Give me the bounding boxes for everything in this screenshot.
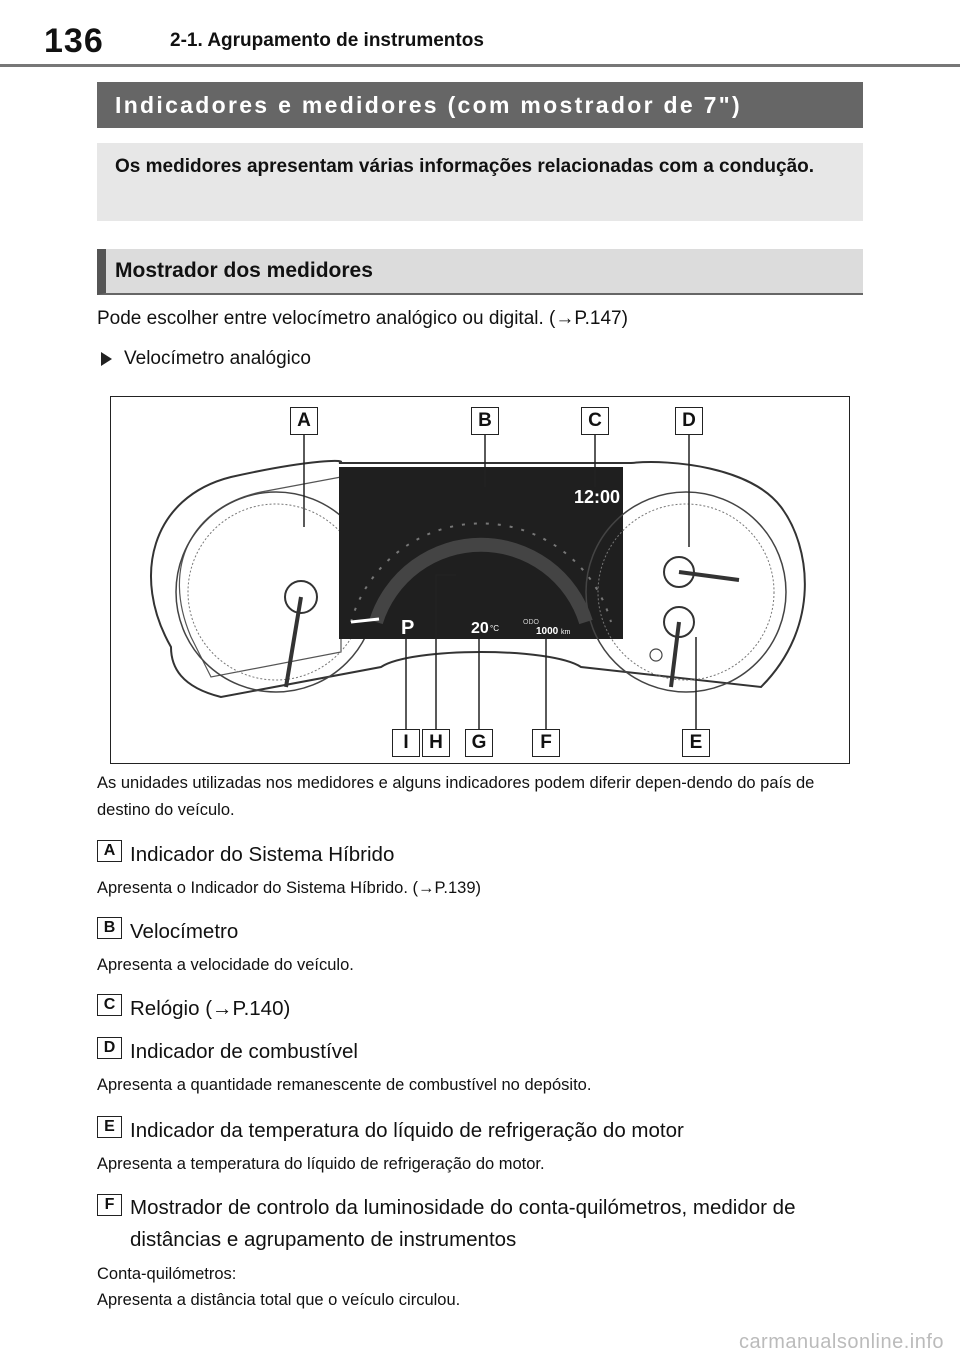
bullet-item <box>97 348 311 370</box>
letter-box-b: B <box>97 917 122 939</box>
callout-c: C <box>581 407 609 435</box>
bullet-label: Velocímetro analógico <box>124 348 311 369</box>
letter-box-d: D <box>97 1037 122 1059</box>
callout-d: D <box>675 407 703 435</box>
item-a-title: Indicador do Sistema Híbrido <box>130 843 395 866</box>
letter-box-c: C <box>97 994 122 1016</box>
page-number: 136 <box>44 22 104 60</box>
item-d-desc: Apresenta a quantidade remanescente de combustível no depósito. <box>97 1076 592 1094</box>
callout-i: I <box>392 729 420 757</box>
subsection-title: Mostrador dos medidores <box>97 249 863 295</box>
small-indicator-circle <box>650 649 662 661</box>
callout-g: G <box>465 729 493 757</box>
center-display <box>339 467 623 639</box>
header-rule <box>0 64 960 67</box>
cluster-illustration <box>111 397 849 763</box>
letter-box-f: F <box>97 1194 122 1216</box>
callout-h: H <box>422 729 450 757</box>
letter-box-a: A <box>97 840 122 862</box>
instrument-cluster-figure <box>110 396 850 764</box>
odometer-text: 1000 <box>536 626 559 637</box>
right-gauge-ring-inner <box>598 504 774 680</box>
item-e-desc: Apresenta a temperatura do líquido de refrigeração do motor. <box>97 1155 545 1173</box>
item-f-desc: Conta-quilómetros: <box>97 1265 237 1283</box>
watermark: carmanualsonline.info <box>738 1331 944 1353</box>
gear-text: P <box>401 617 415 639</box>
cluster-inner-rim <box>179 477 341 677</box>
left-gauge-ring-inner <box>188 504 364 680</box>
callout-b: B <box>471 407 499 435</box>
odo-label-text: ODO <box>523 619 539 626</box>
section-reference: 2-1. Agrupamento de instrumentos <box>170 30 484 51</box>
item-c-title: Relógio (→P.140) <box>130 997 291 1020</box>
item-d-title: Indicador de combustível <box>130 1040 358 1063</box>
callout-a: A <box>290 407 318 435</box>
item-f-desc-2: Apresenta a distância total que o veículo circulou. <box>97 1291 461 1309</box>
section-title-banner: Indicadores e medidores (com mostrador de 7") <box>97 82 863 128</box>
clock-text: 12:00 <box>574 487 621 507</box>
item-a-desc: Apresenta o Indicador do Sistema Híbrido. (→P.139) <box>97 879 481 897</box>
callout-e: E <box>682 729 710 757</box>
body-text: Pode escolher entre velocímetro analógico ou digital. (→P.147) <box>97 308 628 329</box>
letter-box-e: E <box>97 1116 122 1138</box>
units-note: As unidades utilizadas nos medidores e alguns indicadores podem diferir depen-dendo do país de destino do veículo. <box>97 774 815 819</box>
item-f-title: Mostrador de controlo da luminosidade do conta-quilómetros, medidor de distâncias e agrupamento de instrumentos <box>130 1196 796 1251</box>
odometer-unit-text: km <box>561 629 571 636</box>
item-b-desc: Apresenta a velocidade do veículo. <box>97 956 354 974</box>
item-b-title: Velocímetro <box>130 920 239 943</box>
temperature-text: 20 <box>471 620 489 637</box>
bullet-triangle-icon <box>101 352 112 366</box>
temperature-unit-text: °C <box>490 624 499 633</box>
callout-f: F <box>532 729 560 757</box>
intro-box: Os medidores apresentam várias informações relacionadas com a condução. <box>97 143 863 221</box>
item-e-title: Indicador da temperatura do líquido de refrigeração do motor <box>130 1119 684 1142</box>
